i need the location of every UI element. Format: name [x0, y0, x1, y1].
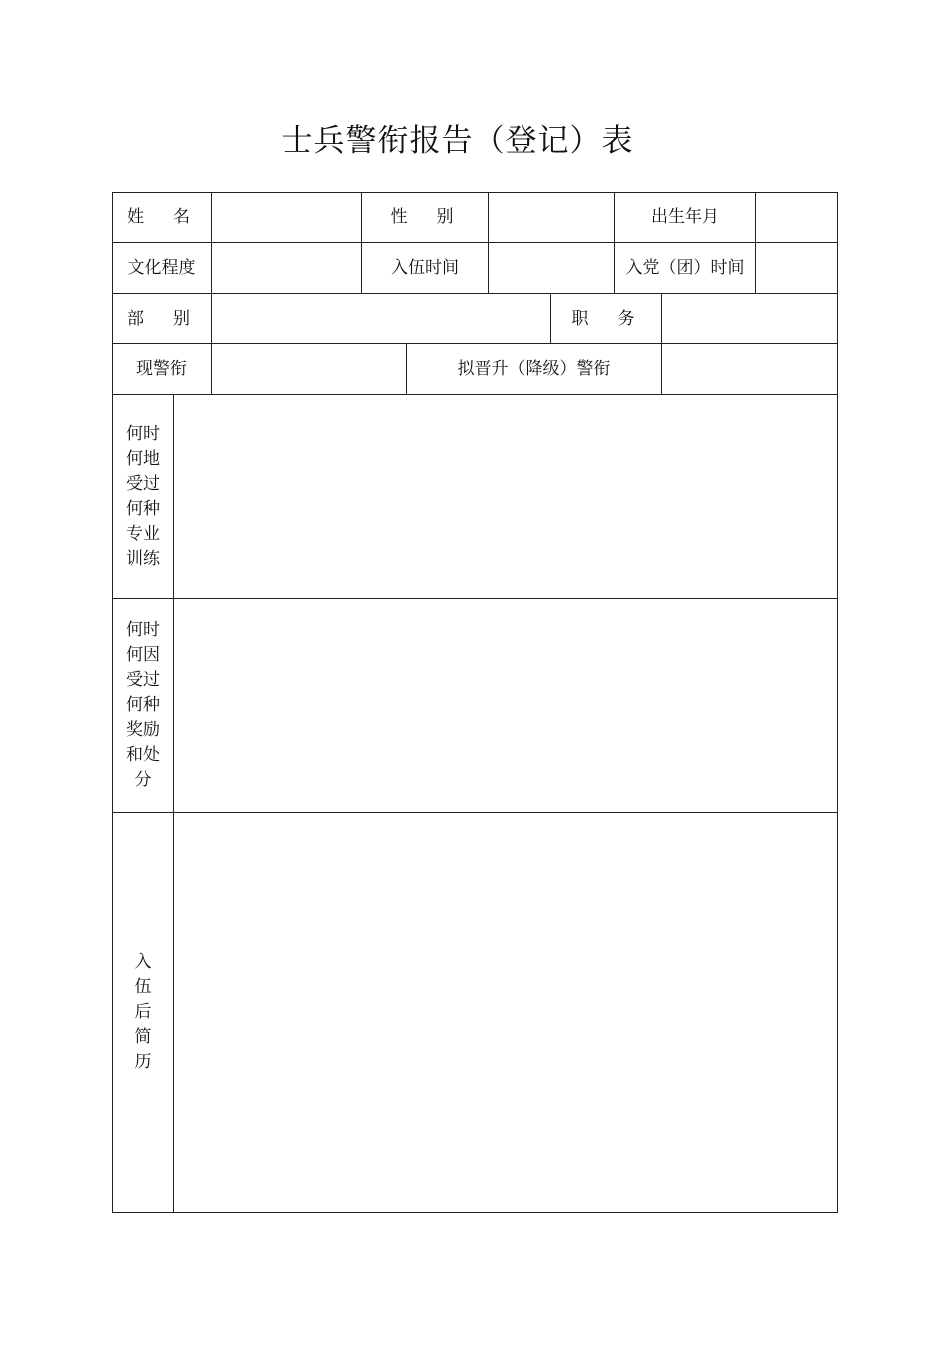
- rewards-section-label: [113, 599, 173, 812]
- training-section-label: [113, 395, 173, 598]
- resume-label-text: 入伍后简历: [134, 952, 152, 1072]
- enlist-time-field[interactable]: [489, 243, 614, 293]
- position-label: 职 务: [571, 308, 641, 329]
- unit-label: 部 别: [127, 308, 196, 329]
- education-label: 文化程度: [127, 258, 196, 278]
- current-rank-field[interactable]: [212, 344, 406, 394]
- rewards-field[interactable]: [174, 599, 837, 812]
- resume-section-label: [113, 813, 173, 1212]
- name-label: 姓 名: [127, 207, 196, 227]
- unit-field[interactable]: [212, 294, 550, 343]
- resume-field[interactable]: [174, 813, 837, 1212]
- gender-field[interactable]: [489, 193, 614, 242]
- education-field[interactable]: [212, 243, 361, 293]
- name-field[interactable]: [212, 193, 361, 242]
- gender-label: 性 别: [390, 207, 460, 227]
- proposed-rank-label: 拟晋升（降级）警衔: [457, 359, 611, 379]
- birth-date-field[interactable]: [756, 193, 837, 242]
- training-field[interactable]: [174, 395, 837, 598]
- form-title: 士兵警衔报告（登记）表: [281, 123, 634, 159]
- position-field[interactable]: [662, 294, 837, 343]
- table-border-right: [837, 192, 838, 1213]
- enlist-time-label: 入伍时间: [391, 258, 459, 278]
- training-label-text: 何时何地受过何种专业训练: [126, 423, 160, 569]
- party-join-time-label: 入党（团）时间: [625, 258, 745, 278]
- table-border-bottom: [112, 1212, 838, 1213]
- current-rank-label: 现警衔: [136, 359, 187, 379]
- registration-form-table: [112, 192, 838, 1213]
- party-join-time-field[interactable]: [756, 243, 837, 293]
- birth-date-label: 出生年月: [651, 207, 719, 227]
- proposed-rank-field[interactable]: [662, 344, 837, 394]
- rewards-label-text: 何时何因受过何种奖励和处分: [126, 620, 160, 790]
